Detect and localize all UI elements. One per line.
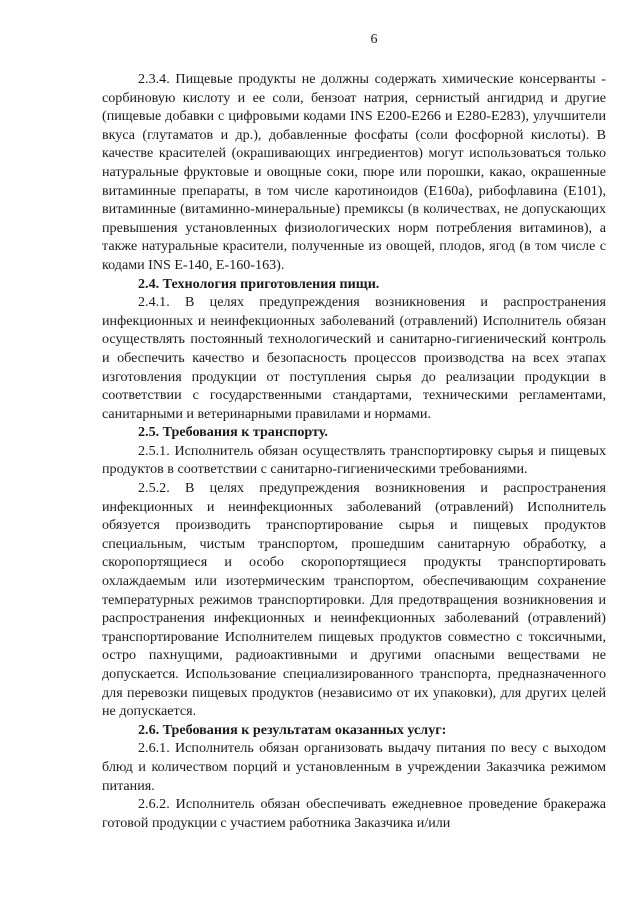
paragraph-2-5-2: 2.5.2. В целях предупреждения возникновения и распространения инфекционных и неинфекционных заболеваний (отравлений) Исполнитель обязуется производить транспортирование сырья и пищевых продуктов специальным, чистым транспортом, прошедшим санитарную обработку, а скоропортящиеся и особо скоропортящиеся продукты транспортировать охлаждаемым или изотермическим транспортом, обеспечивающим сохранение температурных режимов транспортировки. Для предотвращения возникновения и распространения инфекционных и неинфекционных заболеваний (отравлений) транспортирование Исполнителем пищевых продуктов совместно с токсичными, остро пахнущими, радиоактивными и другими опасными веществами не допускается. Использование специализированного транспорта, предназначенного для перевозки пищевых продуктов (независимо от их упаковки), для других целей не допускается.	[102, 480, 606, 720]
paragraph-2-6-2: 2.6.2. Исполнитель обязан обеспечивать ежедневное проведение бракеража готовой продукции с участием работника Заказчика и/или	[102, 796, 606, 831]
paragraph-2-3-4: 2.3.4. Пищевые продукты не должны содержать химические консерванты - сорбиновую кислоту и ее соли, бензоат натрия, сернистый ангидрид и другие (пищевые добавки с цифровыми кодами INS E200-E266 и E280-E283), улучшители вкуса (глутаматов и др.), добавленные фосфаты (соли фосфорной кислоты). В качестве красителей (окрашивающих ингредиентов) могут использоваться только натуральные фруктовые и овощные соки, пюре или порошки, какао, окрашенные витаминные препараты, в том числе каротиноидов (E160a), рибофлавина (E101), витаминные (витаминно-минеральные) премиксы (в количествах, не допускающих превышения установленных физиологических норм потребления витаминов), а также натуральные красители, полученные из овощей, плодов, ягод (в том числе с кодами INS E-140, E-160-163).	[102, 71, 606, 273]
section-heading-2-5: 2.5. Требования к транспорту.	[138, 424, 328, 441]
paragraph-2-5-1: 2.5.1. Исполнитель обязан осуществлять транспортировку сырья и пищевых продуктов в соответствии с санитарно-гигиеническими требованиями.	[102, 442, 606, 478]
section-heading-2-6: 2.6. Требования к результатам оказанных услуг:	[138, 721, 447, 738]
section-heading-2-4: 2.4. Технология приготовления пищи.	[138, 275, 380, 292]
paragraph-2-4-1: 2.4.1. В целях предупреждения возникновения и распространения инфекционных и неинфекционных заболеваний (отравлений) Исполнитель обязан осуществлять постоянный технологический и санитарно-гигиенический контроль и обеспечить качество и безопасность процессов производства на всех этапах изготовления продукции от поступления сырья до реализации продукции в соответствии с государственными стандартами, техническими регламентами, санитарными и ветеринарными правилами и нормами.	[102, 294, 606, 422]
paragraph-2-6-1: 2.6.1. Исполнитель обязан организовать выдачу питания по весу с выходом блюд и количеством порций и установленным в учреждении Заказчика режимом питания.	[102, 740, 606, 794]
page-number: 6	[370, 32, 378, 47]
